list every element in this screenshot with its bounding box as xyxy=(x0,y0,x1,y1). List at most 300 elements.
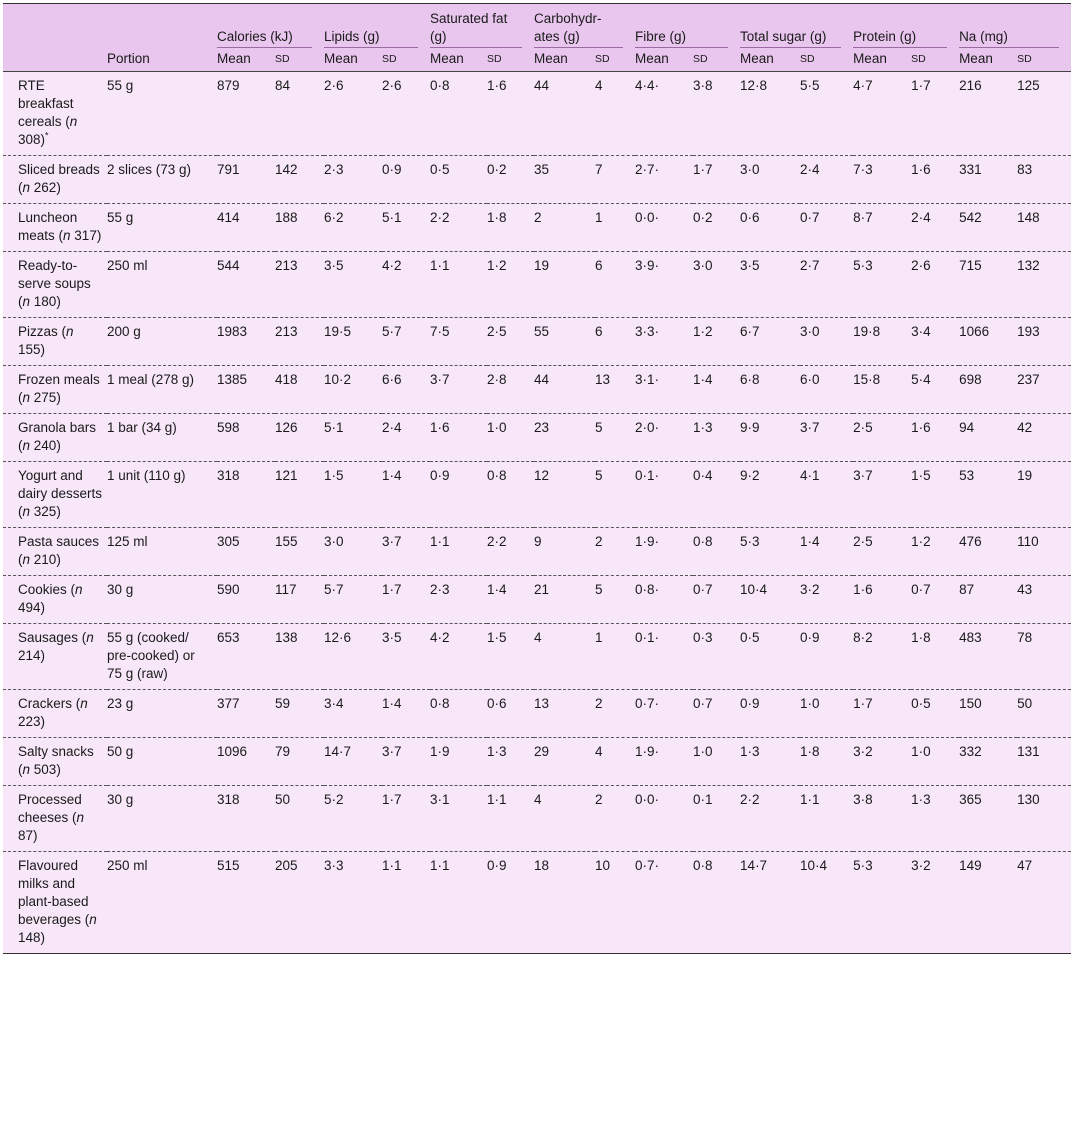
sample-size-label: n xyxy=(22,504,31,519)
food-category-cell: Sliced breads (n 262) xyxy=(18,162,100,195)
sd-value-cell: 4 xyxy=(595,744,603,759)
sd-value-cell: 1·4 xyxy=(693,372,713,387)
table-row xyxy=(3,576,1071,624)
sd-header: SD xyxy=(275,48,324,72)
portion-cell: 200 g xyxy=(107,324,141,339)
table-row xyxy=(3,252,1071,318)
mean-value-cell: 4·7 xyxy=(853,78,873,93)
group-header-sodium: Na (mg) xyxy=(959,4,1071,49)
sample-size-value: 262 xyxy=(33,180,57,195)
sd-value-cell: 0·7 xyxy=(693,582,713,597)
mean-value-cell: 14·7 xyxy=(740,858,768,873)
table-row xyxy=(3,852,1071,954)
sd-value-cell: 1·8 xyxy=(800,744,820,759)
group-header-saturated-fat: Saturated fat (g) xyxy=(430,4,534,49)
mean-header: Mean xyxy=(534,48,595,72)
mean-value-cell: 515 xyxy=(217,858,240,873)
food-category-cell: RTE breakfast cereals (n 308)* xyxy=(18,78,78,147)
mean-value-cell: 4 xyxy=(534,630,542,645)
mean-value-cell: 3·8 xyxy=(853,792,873,807)
sd-value-cell: 1·7 xyxy=(382,582,402,597)
food-category-name: Frozen meals xyxy=(18,372,100,387)
sd-value-cell: 1·4 xyxy=(800,534,820,549)
portion-cell: 55 g xyxy=(107,78,134,93)
mean-value-cell: 44 xyxy=(534,78,550,93)
mean-value-cell: 1·3 xyxy=(740,744,760,759)
mean-value-cell: 2 xyxy=(534,210,542,225)
mean-value-cell: 2·0· xyxy=(635,420,660,435)
sd-value-cell: 1·2 xyxy=(911,534,931,549)
sample-size-value: 308 xyxy=(18,132,41,147)
mean-value-cell: 2·7· xyxy=(635,162,660,177)
mean-value-cell: 1·5 xyxy=(324,468,344,483)
mean-value-cell: 5·7 xyxy=(324,582,344,597)
sd-value-cell: 0·9 xyxy=(800,630,820,645)
food-category-name: Pasta sauces xyxy=(18,534,100,549)
sd-value-cell: 5 xyxy=(595,420,603,435)
sd-value-cell: 59 xyxy=(275,696,291,711)
mean-value-cell: 3·5 xyxy=(740,258,760,273)
sample-size-value: 503 xyxy=(33,762,57,777)
sd-value-cell: 2·7 xyxy=(800,258,820,273)
sample-size-value: 155 xyxy=(18,342,41,357)
mean-value-cell: 1·1 xyxy=(430,258,450,273)
mean-value-cell: 483 xyxy=(959,630,982,645)
sd-value-cell: 1·3 xyxy=(487,744,507,759)
mean-value-cell: 365 xyxy=(959,792,982,807)
food-category-name: Luncheon meats xyxy=(18,210,78,243)
portion-cell: 55 g (cooked/ pre-cooked) or 75 g (raw) xyxy=(107,630,195,681)
table-row xyxy=(3,528,1071,576)
mean-value-cell: 3·5 xyxy=(324,258,344,273)
sd-value-cell: 110 xyxy=(1017,534,1039,549)
sd-value-cell: 2·6 xyxy=(382,78,402,93)
sd-value-cell: 2 xyxy=(595,534,603,549)
sd-header: SD xyxy=(911,48,959,72)
mean-value-cell: 2·2 xyxy=(430,210,450,225)
sd-value-cell: 3·7 xyxy=(800,420,820,435)
mean-value-cell: 0·0· xyxy=(635,792,660,807)
sd-value-cell: 1·5 xyxy=(487,630,507,645)
mean-value-cell: 19·8 xyxy=(853,324,881,339)
mean-value-cell: 14·7 xyxy=(324,744,352,759)
sd-value-cell: 2·4 xyxy=(911,210,931,225)
sd-value-cell: 213 xyxy=(275,258,298,273)
sd-value-cell: 10 xyxy=(595,858,611,873)
sd-value-cell: 5·5 xyxy=(800,78,820,93)
mean-value-cell: 1·7 xyxy=(853,696,873,711)
mean-value-cell: 3·2 xyxy=(853,744,873,759)
table-row xyxy=(3,786,1071,852)
sd-value-cell: 10·4 xyxy=(800,858,828,873)
group-header-fibre: Fibre (g) xyxy=(635,4,740,49)
sd-value-cell: 1·6 xyxy=(911,420,931,435)
mean-value-cell: 0·9 xyxy=(740,696,760,711)
sample-size-label: n xyxy=(89,912,97,927)
sd-value-cell: 138 xyxy=(275,630,298,645)
sd-value-cell: 1·6 xyxy=(487,78,507,93)
sd-value-cell: 5·7 xyxy=(382,324,402,339)
mean-value-cell: 0·8 xyxy=(430,696,450,711)
mean-value-cell: 55 xyxy=(534,324,550,339)
sample-size-value: 325 xyxy=(33,504,57,519)
header-subcolumn-row xyxy=(3,48,1071,72)
sd-value-cell: 193 xyxy=(1017,324,1040,339)
sd-header: SD xyxy=(1017,48,1071,72)
portion-cell: 1 meal (278 g) xyxy=(107,372,195,387)
food-category-cell: Pizzas (n 155) xyxy=(18,324,74,357)
mean-value-cell: 5·3 xyxy=(853,858,873,873)
sd-value-cell: 5·1 xyxy=(382,210,402,225)
sd-value-cell: 1·0 xyxy=(693,744,713,759)
mean-value-cell: 598 xyxy=(217,420,240,435)
sample-size-label: n xyxy=(86,630,94,645)
group-header-lipids: Lipids (g) xyxy=(324,4,430,49)
sd-value-cell: 3·2 xyxy=(911,858,931,873)
sd-value-cell: 0·3 xyxy=(693,630,713,645)
group-header-carbohydrates: Carbohydr-ates (g) xyxy=(534,4,635,49)
food-category-cell: Ready-to-serve soups (n 180) xyxy=(18,258,91,309)
sd-value-cell: 0·8 xyxy=(693,534,713,549)
mean-value-cell: 1·1 xyxy=(430,534,450,549)
mean-value-cell: 2·2 xyxy=(740,792,760,807)
sd-value-cell: 2·4 xyxy=(382,420,402,435)
group-header-total-sugar: Total sugar (g) xyxy=(740,4,853,49)
mean-value-cell: 18 xyxy=(534,858,550,873)
food-category-cell: Crackers (n 223) xyxy=(18,696,88,729)
mean-value-cell: 4 xyxy=(534,792,542,807)
food-category-cell: Sausages (n 214) xyxy=(18,630,94,663)
sd-value-cell: 1 xyxy=(595,630,603,645)
portion-cell: 55 g xyxy=(107,210,134,225)
sample-size-value: 148 xyxy=(18,930,41,945)
sd-value-cell: 1·6 xyxy=(911,162,931,177)
sd-value-cell: 2 xyxy=(595,792,603,807)
sd-value-cell: 50 xyxy=(1017,696,1033,711)
mean-header: Mean xyxy=(635,48,693,72)
sample-size-label: n xyxy=(76,810,85,825)
mean-header: Mean xyxy=(324,48,382,72)
sd-value-cell: 1·4 xyxy=(382,696,402,711)
sd-value-cell: 19 xyxy=(1017,468,1033,483)
sd-value-cell: 1·0 xyxy=(487,420,507,435)
mean-value-cell: 318 xyxy=(217,792,240,807)
food-category-name: Yogurt and dairy desserts xyxy=(18,468,103,501)
sample-size-label: n xyxy=(22,438,31,453)
portion-cell: 30 g xyxy=(107,582,134,597)
sample-size-label: n xyxy=(22,390,31,405)
food-category-name: Cookies xyxy=(18,582,67,597)
mean-value-cell: 10·4 xyxy=(740,582,768,597)
food-header xyxy=(3,4,107,49)
sd-value-cell: 0·4 xyxy=(693,468,713,483)
mean-value-cell: 414 xyxy=(217,210,240,225)
mean-value-cell: 2·3 xyxy=(324,162,344,177)
mean-value-cell: 13 xyxy=(534,696,550,711)
food-category-name: Pizzas xyxy=(18,324,58,339)
mean-value-cell: 12 xyxy=(534,468,550,483)
sd-value-cell: 0·6 xyxy=(487,696,507,711)
mean-value-cell: 4·4· xyxy=(635,78,660,93)
header-group-row xyxy=(3,4,1071,49)
sd-value-cell: 0·1 xyxy=(693,792,713,807)
sd-value-cell: 2·2 xyxy=(487,534,507,549)
mean-value-cell: 44 xyxy=(534,372,550,387)
sd-value-cell: 6·6 xyxy=(382,372,402,387)
sd-value-cell: 1·0 xyxy=(800,696,820,711)
mean-value-cell: 0·1· xyxy=(635,468,660,483)
sd-value-cell: 1 xyxy=(595,210,603,225)
mean-value-cell: 3·7 xyxy=(430,372,450,387)
sd-value-cell: 0·8 xyxy=(693,858,713,873)
mean-value-cell: 12·8 xyxy=(740,78,768,93)
mean-value-cell: 23 xyxy=(534,420,550,435)
mean-value-cell: 331 xyxy=(959,162,982,177)
mean-value-cell: 5·3 xyxy=(853,258,873,273)
sd-value-cell: 6 xyxy=(595,324,603,339)
sample-size-value: 275 xyxy=(33,390,57,405)
mean-value-cell: 1·6 xyxy=(430,420,450,435)
sd-value-cell: 6 xyxy=(595,258,603,273)
table-row xyxy=(3,414,1071,462)
mean-value-cell: 3·3· xyxy=(635,324,660,339)
mean-value-cell: 1·1 xyxy=(430,858,450,873)
mean-value-cell: 0·6 xyxy=(740,210,760,225)
mean-value-cell: 53 xyxy=(959,468,975,483)
sd-value-cell: 125 xyxy=(1017,78,1040,93)
group-header-calories: Calories (kJ) xyxy=(217,4,324,49)
sd-value-cell: 0·9 xyxy=(382,162,402,177)
mean-value-cell: 0·7· xyxy=(635,696,660,711)
mean-value-cell: 1·9 xyxy=(430,744,450,759)
sample-size-value: 494 xyxy=(18,600,41,615)
mean-value-cell: 305 xyxy=(217,534,240,549)
sample-size-label: n xyxy=(22,552,31,567)
sd-value-cell: 1·7 xyxy=(382,792,402,807)
mean-header: Mean xyxy=(217,48,275,72)
sd-value-cell: 4·1 xyxy=(800,468,820,483)
food-category-name: Sausages xyxy=(18,630,79,645)
sd-value-cell: 3·7 xyxy=(382,534,402,549)
sd-value-cell: 1·4 xyxy=(487,582,507,597)
sd-value-cell: 5·4 xyxy=(911,372,931,387)
food-category-cell: Salty snacks (n 503) xyxy=(18,744,94,777)
sd-value-cell: 2·8 xyxy=(487,372,507,387)
nutrition-table xyxy=(3,3,1071,954)
sample-size-label: n xyxy=(66,324,74,339)
table-body xyxy=(3,72,1071,954)
sd-value-cell: 1·8 xyxy=(487,210,507,225)
mean-value-cell: 0·8 xyxy=(430,78,450,93)
mean-value-cell: 0·1· xyxy=(635,630,660,645)
mean-value-cell: 12·6 xyxy=(324,630,352,645)
sd-header: SD xyxy=(693,48,740,72)
sd-value-cell: 47 xyxy=(1017,858,1033,873)
food-category-cell: Processed cheeses (n 87) xyxy=(18,792,85,843)
sd-value-cell: 78 xyxy=(1017,630,1033,645)
food-category-name: Crackers xyxy=(18,696,73,711)
sd-value-cell: 132 xyxy=(1017,258,1040,273)
mean-value-cell: 9·2 xyxy=(740,468,760,483)
table-row xyxy=(3,738,1071,786)
sd-value-cell: 13 xyxy=(595,372,611,387)
mean-value-cell: 5·3 xyxy=(740,534,760,549)
mean-value-cell: 216 xyxy=(959,78,982,93)
mean-value-cell: 9 xyxy=(534,534,542,549)
mean-value-cell: 542 xyxy=(959,210,982,225)
mean-value-cell: 3·4 xyxy=(324,696,344,711)
sd-value-cell: 50 xyxy=(275,792,291,807)
portion-cell: 1 bar (34 g) xyxy=(107,420,177,435)
mean-value-cell: 87 xyxy=(959,582,975,597)
sd-value-cell: 130 xyxy=(1017,792,1040,807)
sample-size-value: 223 xyxy=(18,714,41,729)
sd-value-cell: 0·9 xyxy=(487,858,507,873)
sd-value-cell: 6·0 xyxy=(800,372,820,387)
mean-header: Mean xyxy=(959,48,1017,72)
table-row xyxy=(3,318,1071,366)
sample-size-label: n xyxy=(80,696,88,711)
portion-cell: 125 ml xyxy=(107,534,148,549)
mean-value-cell: 2·3 xyxy=(430,582,450,597)
sd-value-cell: 2·4 xyxy=(800,162,820,177)
mean-value-cell: 1·9· xyxy=(635,744,660,759)
portion-header-spacer xyxy=(107,4,217,49)
sd-value-cell: 3·0 xyxy=(800,324,820,339)
mean-header: Mean xyxy=(430,48,487,72)
mean-value-cell: 377 xyxy=(217,696,240,711)
sd-value-cell: 1·1 xyxy=(382,858,402,873)
table-row xyxy=(3,72,1071,156)
table-row xyxy=(3,366,1071,414)
mean-value-cell: 19 xyxy=(534,258,550,273)
food-category-cell: Yogurt and dairy desserts (n 325) xyxy=(18,468,103,519)
food-category-name: RTE breakfast cereals xyxy=(18,78,74,129)
sd-value-cell: 1·1 xyxy=(487,792,507,807)
sd-value-cell: 1·5 xyxy=(911,468,931,483)
sd-value-cell: 1·0 xyxy=(911,744,931,759)
mean-value-cell: 1983 xyxy=(217,324,248,339)
sd-value-cell: 0·2 xyxy=(693,210,713,225)
sd-value-cell: 3·5 xyxy=(382,630,402,645)
mean-value-cell: 544 xyxy=(217,258,240,273)
food-category-name: Ready-to-serve soups xyxy=(18,258,91,291)
sd-value-cell: 4·2 xyxy=(382,258,402,273)
sd-value-cell: 2·6 xyxy=(911,258,931,273)
mean-value-cell: 318 xyxy=(217,468,240,483)
sd-value-cell: 0·2 xyxy=(487,162,507,177)
sample-size-value: 210 xyxy=(33,552,57,567)
mean-value-cell: 0·7· xyxy=(635,858,660,873)
footnote-marker: * xyxy=(45,130,49,141)
food-category-cell: Flavoured milks and plant-based beverages (n 148) xyxy=(18,858,97,945)
mean-value-cell: 3·0 xyxy=(324,534,344,549)
mean-value-cell: 0·8· xyxy=(635,582,660,597)
table-row xyxy=(3,156,1071,204)
mean-value-cell: 590 xyxy=(217,582,240,597)
mean-value-cell: 29 xyxy=(534,744,550,759)
sd-value-cell: 0·7 xyxy=(911,582,931,597)
sd-value-cell: 79 xyxy=(275,744,291,759)
mean-value-cell: 8·2 xyxy=(853,630,873,645)
mean-header: Mean xyxy=(740,48,800,72)
portion-cell: 30 g xyxy=(107,792,134,807)
sample-size-label: n xyxy=(22,294,31,309)
mean-value-cell: 5·2 xyxy=(324,792,344,807)
mean-value-cell: 3·1 xyxy=(430,792,450,807)
sd-value-cell: 3·8 xyxy=(693,78,713,93)
mean-value-cell: 5·1 xyxy=(324,420,344,435)
sd-header: SD xyxy=(487,48,534,72)
food-category-name: Processed cheeses xyxy=(18,792,82,825)
mean-value-cell: 3·9· xyxy=(635,258,660,273)
portion-cell: 2 slices (73 g) xyxy=(107,162,192,177)
mean-value-cell: 1066 xyxy=(959,324,990,339)
mean-value-cell: 10·2 xyxy=(324,372,352,387)
mean-value-cell: 3·3 xyxy=(324,858,344,873)
food-category-cell: Frozen meals (n 275) xyxy=(18,372,100,405)
sd-value-cell: 3·2 xyxy=(800,582,820,597)
food-category-cell: Pasta sauces (n 210) xyxy=(18,534,100,567)
food-category-name: Salty snacks xyxy=(18,744,94,759)
sd-value-cell: 3·4 xyxy=(911,324,931,339)
mean-value-cell: 0·9 xyxy=(430,468,450,483)
mean-value-cell: 653 xyxy=(217,630,240,645)
mean-value-cell: 3·1· xyxy=(635,372,660,387)
sd-value-cell: 155 xyxy=(275,534,298,549)
mean-value-cell: 149 xyxy=(959,858,982,873)
mean-value-cell: 15·8 xyxy=(853,372,881,387)
mean-value-cell: 3·0 xyxy=(740,162,760,177)
sd-value-cell: 188 xyxy=(275,210,298,225)
mean-value-cell: 9·9 xyxy=(740,420,760,435)
sd-value-cell: 84 xyxy=(275,78,291,93)
sample-size-label: n xyxy=(22,762,31,777)
sd-value-cell: 1·3 xyxy=(693,420,713,435)
sd-value-cell: 3·0 xyxy=(693,258,713,273)
portion-header: Portion xyxy=(107,48,217,72)
sample-size-label: n xyxy=(75,582,83,597)
portion-cell: 250 ml xyxy=(107,258,148,273)
mean-value-cell: 1096 xyxy=(217,744,248,759)
sd-value-cell: 3·7 xyxy=(382,744,402,759)
mean-value-cell: 0·5 xyxy=(430,162,450,177)
mean-value-cell: 19·5 xyxy=(324,324,352,339)
mean-value-cell: 4·2 xyxy=(430,630,450,645)
mean-value-cell: 8·7 xyxy=(853,210,873,225)
food-subheader xyxy=(3,48,107,72)
mean-value-cell: 879 xyxy=(217,78,240,93)
mean-value-cell: 715 xyxy=(959,258,982,273)
sd-header: SD xyxy=(800,48,853,72)
mean-value-cell: 150 xyxy=(959,696,982,711)
sd-value-cell: 2 xyxy=(595,696,603,711)
mean-value-cell: 6·7 xyxy=(740,324,760,339)
sd-value-cell: 43 xyxy=(1017,582,1033,597)
sd-value-cell: 2·5 xyxy=(487,324,507,339)
sd-value-cell: 1·3 xyxy=(911,792,931,807)
mean-value-cell: 0·5 xyxy=(740,630,760,645)
mean-value-cell: 6·2 xyxy=(324,210,344,225)
sample-size-label: n xyxy=(63,228,71,243)
sd-value-cell: 0·7 xyxy=(693,696,713,711)
sample-size-value: 317 xyxy=(74,228,97,243)
food-category-name: Flavoured milks and plant-based beverages xyxy=(18,858,89,927)
portion-cell: 250 ml xyxy=(107,858,148,873)
sd-value-cell: 1·2 xyxy=(487,258,507,273)
sd-value-cell: 4 xyxy=(595,78,603,93)
sd-value-cell: 117 xyxy=(275,582,297,597)
